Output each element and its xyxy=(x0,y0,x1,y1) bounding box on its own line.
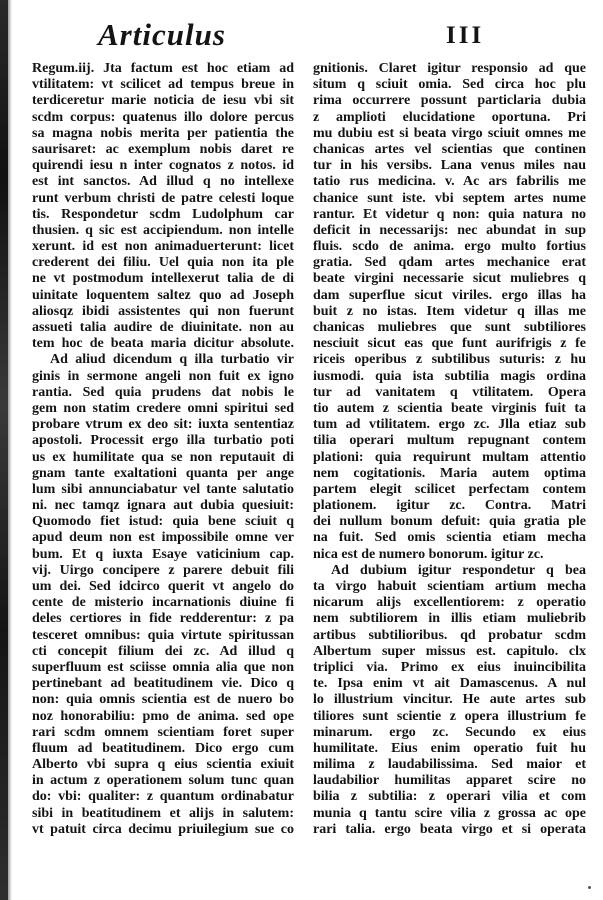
right-column-line: rari talia. ergo beata virgo et si operata xyxy=(313,821,586,837)
left-column-line: vt patuit circa decimu priuilegium sue co xyxy=(32,821,294,837)
left-column-line: apostoli. Processit ergo illa turbatio poti xyxy=(32,433,294,449)
left-column-line: bum. Et q iuxta Esaye vaticinium cap. xyxy=(32,546,294,562)
right-column-line: rantur. Et videtur q non: quia natura no xyxy=(313,206,586,222)
right-column-line: gnitionis. Claret igitur responsio ad que xyxy=(313,61,586,76)
right-column-line: plationem. igitur zc. Contra. Matri xyxy=(313,498,586,514)
left-column-line: crederent dei filiu. Uel quia non ita ple xyxy=(32,255,294,271)
ink-speck xyxy=(588,886,591,889)
right-column-line: z amplioti elucidatione oportuna. Pri xyxy=(313,109,586,125)
right-column-line: humilitate. Eius enim operatio fuit hu xyxy=(313,740,586,756)
right-column-line: tilia operari multum repugnant contem xyxy=(313,433,586,449)
left-column-line: noz honorabiliu: pmo de anima. sed ope xyxy=(32,708,294,724)
right-column-line: dam superflue sicut viriles. ergo illas ha xyxy=(313,287,586,303)
right-column-line: fluis. scdo de anima. ergo multo fortius xyxy=(313,239,586,255)
right-column-line: buit z no istas. Item videtur q illas me xyxy=(313,303,586,319)
right-column-line: munia q tantu scire vilia z grossa ac ope xyxy=(313,805,586,821)
left-column-line: gem non statim credere omni spiritui sed xyxy=(32,400,294,416)
left-column-line: saurisaret: ac exemplum nobis daret re xyxy=(32,141,294,157)
right-column-line: tur in his versibs. Lana venus miles nau xyxy=(313,158,586,174)
left-column-line: probare vtrum ex deo sit: iuxta sententiaz xyxy=(32,417,294,433)
right-column-line: tur ad vanitatem q vtilitatem. Opera xyxy=(313,384,586,400)
left-column-line: tem hoc de beata maria dicitur absolute. xyxy=(32,336,294,352)
left-column-line: xerunt. id est non animaduerterunt: licet xyxy=(32,239,294,255)
right-column-line: beate virgini necessarie sicut muliebres q xyxy=(313,271,586,287)
right-column-line: milima z laudabilissima. Sed maior et xyxy=(313,757,586,773)
left-column-line: vij. Uirgo concipere z parere debuit fili xyxy=(32,562,294,578)
right-column-line: chanicas muliebres que sunt subtiliores xyxy=(313,320,586,335)
right-column-line: chanice sunt iste. vbi septem artes nume xyxy=(313,190,586,206)
left-column-line: runt verbum christi de patre celesti loque xyxy=(32,190,294,206)
right-column-paragraph-start: Ad dubium igitur respondetur q bea xyxy=(331,562,586,578)
left-column-line: in actum z operationem solum tunc quan xyxy=(32,773,294,789)
left-column-line: ne vt postmodum intellexerut talia de di xyxy=(32,271,294,287)
left-column-line: sibi in beatitudinem et alijs in salutem: xyxy=(32,805,294,821)
right-column-line: ta virgo habuit scientiam artium mecha xyxy=(313,579,586,594)
right-column-line: minarum. ergo zc. Secundo ex eius xyxy=(313,724,586,740)
left-column xyxy=(32,61,294,838)
left-column-line: cti concepit filium dei zc. Ad illud q xyxy=(32,643,294,659)
left-column-line: est int sanctos. Ad illud q no intellexe xyxy=(32,174,294,190)
right-column-line: deficit in necessarijs: nec abundat in sup xyxy=(313,222,586,238)
right-column xyxy=(313,61,586,838)
left-column-line: thusien. q sic est accipiendum. non intelle xyxy=(32,222,294,238)
left-column-line: um dei. Sed idcirco querit vt angelo do xyxy=(32,579,294,594)
right-column-line: triplici via. Primo ex eius inuincibilita xyxy=(313,659,586,675)
left-column-line: rari scdm omnem scientiam foret super xyxy=(32,724,294,740)
running-title: Articulus xyxy=(98,17,226,52)
left-column-line: terdiceretur marie noticia de iesu vbi sit xyxy=(32,93,294,109)
right-column-line: te. Ipsa enim vt ait Damascenus. A nul xyxy=(313,676,586,692)
scan-edge xyxy=(0,0,8,900)
left-column-line: lum sibi annunciabatur vel tante salutatio xyxy=(32,481,294,497)
left-column-line: tesceret omnibus: quia virtute spiritussan xyxy=(32,627,294,643)
left-column-line: uinitate loquentem saltez quo ad Joseph xyxy=(32,287,294,303)
scan-edge-shadow xyxy=(8,0,12,900)
left-column-line: gnam tante exaltationi quanta per ange xyxy=(32,465,294,481)
right-column-line: gratia. Sed qdam artes mechanice erat xyxy=(313,255,586,271)
right-column-line: nicarum alijs excellentiorem: z operatio xyxy=(313,595,586,611)
right-column-line: plationi: quia requirunt multam attentio xyxy=(313,449,586,465)
left-column-line: cente de misterio incarnationis diuine fi xyxy=(32,595,294,611)
right-column-line: laudabilior humilitas apparet scire no xyxy=(313,773,586,789)
right-column-line: na fuit. Sed omis scientia etiam mecha xyxy=(313,530,586,546)
right-column-line: nica est de numero bonorum. igitur zc. xyxy=(313,546,544,562)
right-column-line: chanicas artes vel scientias que continen xyxy=(313,141,586,157)
right-column-line: tiliores sunt scientie z opera illustrium fe xyxy=(313,708,586,724)
left-column-line: sa magna nobis merita per patientia the xyxy=(32,125,294,141)
right-column-line: iusmodi. quia ista subtilia magis ordina xyxy=(313,368,586,384)
left-column-line: deles certiores in fide redderentur: z pa xyxy=(32,611,294,627)
folio-number: III xyxy=(446,22,485,49)
left-column-line: tis. Respondetur scdm Ludolphum car xyxy=(32,206,294,222)
left-column-line: vtilitatem: vt scilicet ad tempus breue in xyxy=(32,77,294,93)
left-column-line: do: vbi: qualiter: z quantum ordinabatur xyxy=(32,789,294,805)
right-column-line: nem subtiliorem in illis etiam muliebrib xyxy=(313,611,586,627)
right-column-line: partem elegit scilicet perfectam contem xyxy=(313,481,586,497)
right-column-line: bilia z subtilia: z operari vilia et com xyxy=(313,789,586,805)
right-column-line: nem cogitationis. Maria autem optima xyxy=(313,465,586,481)
left-column-line: us ex humilitate qua se non reputauit di xyxy=(32,449,294,465)
left-column-line: ni. nec tamqz ignara aut dubia quesiuit: xyxy=(32,498,294,514)
right-column-line: dei nullum bonum defuit: quia gratia ple xyxy=(313,514,586,530)
right-column-line: Albertum super missus est. capitulo. clx xyxy=(313,643,586,659)
left-column-line: Quomodo fiet istud: quia bene sciuit q xyxy=(32,514,294,530)
left-column-line: ginis in sermone angeli non fuit ex igno xyxy=(32,368,294,384)
left-column-line: aliosqz ibidi assistentes qui non fuerunt xyxy=(32,303,294,319)
right-column-line: riceis operibus z subtilibus suturis: z hu xyxy=(313,352,586,368)
left-column-line: quirendi iesu n inter cognatos z notos. id xyxy=(32,158,294,174)
left-column-line: non: quia omnis scientia est de nuero bo xyxy=(32,692,294,708)
left-column-line: assueti talia audire de diuinitate. non au xyxy=(32,320,294,335)
left-column-line: apud deum non est impossibile omne ver xyxy=(32,530,294,546)
left-column-line: superfluum est sciisse omnia alia que non xyxy=(32,659,294,675)
right-column-line: artibus subtilioribus. qd probatur scdm xyxy=(313,627,586,643)
right-column-line: nesciuit sicut eas que funt aurifrigis z fe xyxy=(313,336,586,352)
right-column-line: rima occurrere possunt particlaria dubia xyxy=(313,93,586,109)
left-column-line: scdm corpus: quatenus illo dolore percus xyxy=(32,109,294,125)
left-column-line: pertinebant ad beatitudinem vie. Dico q xyxy=(32,676,294,692)
left-column-paragraph-start: Ad aliud dicendum q illa turbatio vir xyxy=(50,352,294,368)
right-column-line: tatio rus medicina. v. Ac ars fabrilis me xyxy=(313,174,586,190)
right-column-line: situm q sciuit omia. Sed circa hoc plu xyxy=(313,77,586,93)
right-column-line: lo illustrium vincitur. He aute artes sub xyxy=(313,692,586,708)
right-column-line: mu dubiu est si beata virgo sciuit omnes me xyxy=(313,125,586,141)
right-column-line: tio autem z scientia beate virginis fuit ta xyxy=(313,400,586,416)
left-column-line: rantia. Sed quia prudens dat nobis le xyxy=(32,384,294,400)
left-column-line: Alberto vbi supra q eius scientia exiuit xyxy=(32,757,294,773)
left-column-line: fluum ad beatitudinem. Dico ergo cum xyxy=(32,740,294,756)
right-column-line: tum ad vtilitatem. ergo zc. Jlla etiaz sub xyxy=(313,417,586,433)
left-column-line: Regum.iij. Jta factum est hoc etiam ad xyxy=(32,61,294,76)
